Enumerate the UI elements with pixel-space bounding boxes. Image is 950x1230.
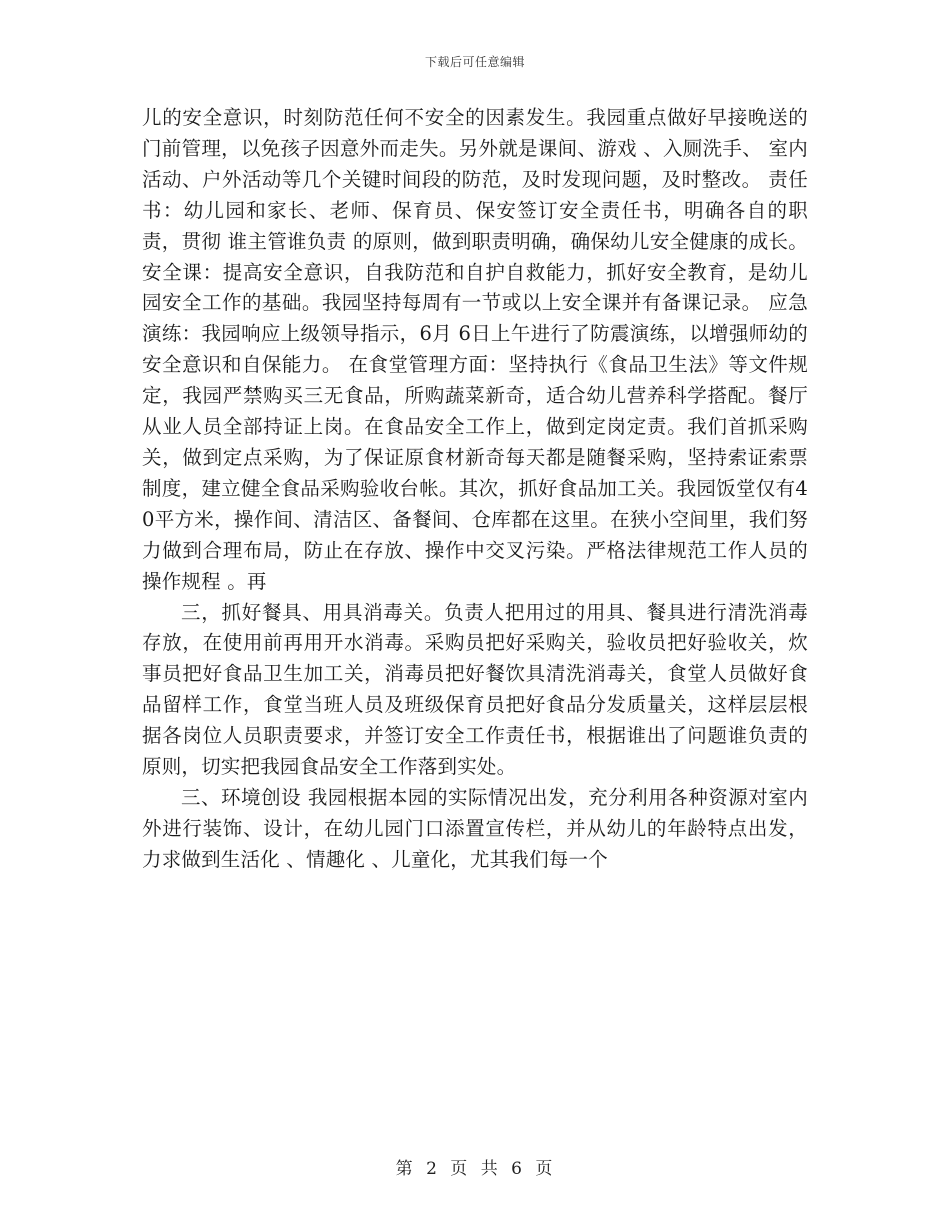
paragraph-3: 三、环境创设 我园根据本园的实际情况出发，充分利用各种资源对室内外进行装饰、设计，在幼儿园门口添置宣传栏，并从幼儿的年龄特点出发，力求做到生活化 、情趣化 、儿童化，尤其我们每一个 (142, 785, 808, 871)
paragraph-1: 儿的安全意识，时刻防范任何不安全的因素发生。我园重点做好早接晚送的门前管理，以免孩子因意外而走失。另外就是课间、游戏 、入厕洗手、 室内活动、户外活动等几个关键时间段的防范，及时发现问题，及时整改。 责任书：幼儿园和家长、老师、保育员、保安签订安全责任书，明确各自的职责，贯彻 谁主管谁负责 的原则，做到职责明确，确保幼儿安全健康的成长。 安全课：提高安全意识，自我防范和自护自救能力，抓好安全教育，是幼儿园安全工作的基础。我园坚持每周有一节或以上安全课并有备课记录。 应急演练：我园响应上级领导指示，6月 6日上午进行了防震演练，以增强师幼的安全意识和自保能力。 在食堂管理方面：坚持执行《食品卫生法》等文件规定，我园严禁购买三无食品，所购蔬菜新奇，适合幼儿营养科学搭配。餐厅从业人员全部持证上岗。在食品安全工作上，做到定岗定责。我们首抓采购关，做到定点采购，为了保证原食材新奇每天都是随餐采购，坚持索证索票制度，建立健全食品采购验收台帐。其次，抓好食品加工关。我园饭堂仅有40平方米，操作间、清洁区、备餐间、仓库都在这里。在狭小空间里，我们努力做到合理布局，防止在存放、操作中交叉污染。严格法律规范工作人员的操作规程 。再 (142, 106, 808, 593)
paragraph-2: 三，抓好餐具、用具消毒关。负责人把用过的用具、餐具进行清洗消毒存放，在使用前再用开水消毒。采购员把好采购关，验收员把好验收关，炊事员把好食品卫生加工关，消毒员把好餐饮具清洗消毒关，食堂人员做好食品留样工作，食堂当班人员及班级保育员把好食品分发质量关，这样层层根据各岗位人员职责要求，并签订安全工作责任书，根据谁出了问题谁负责的原则，切实把我园食品安全工作落到实处。 (142, 600, 808, 779)
document-body (142, 103, 808, 876)
page-number: 第 2 页 共 6 页 (395, 1159, 555, 1179)
header-note: 下载后可任意编辑 (424, 55, 525, 69)
